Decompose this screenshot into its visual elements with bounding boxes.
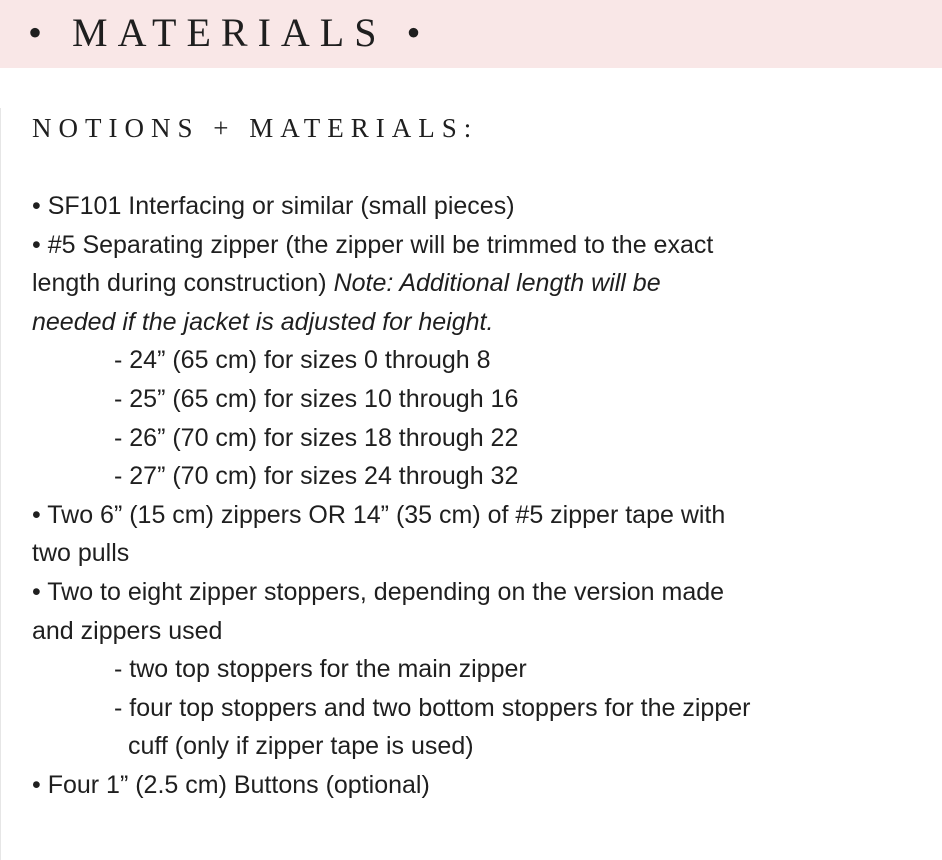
- sub-item-size-24: - 24” (65 cm) for sizes 0 through 8: [114, 346, 491, 375]
- sub-item-size-25: - 25” (65 cm) for sizes 10 through 16: [114, 384, 519, 413]
- sub-item-cuff-stoppers-cont: cuff (only if zipper tape is used): [128, 732, 474, 761]
- title-banner: [0, 0, 942, 68]
- page-title: • MATERIALS •: [28, 10, 431, 55]
- list-item-small-zippers-cont: two pulls: [32, 539, 130, 568]
- sub-item-main-stoppers: - two top stoppers for the main zipper: [114, 655, 527, 684]
- sub-item-size-27: - 27” (70 cm) for sizes 24 through 32: [114, 462, 519, 491]
- list-item-interfacing: • SF101 Interfacing or similar (small pieces): [32, 192, 515, 220]
- sub-item-cuff-stoppers: - four top stoppers and two bottom stoppers for the zipper: [114, 693, 751, 722]
- materials-list: [32, 187, 912, 805]
- list-item-stoppers: • Two to eight zipper stoppers, depending on the version made: [32, 577, 725, 606]
- list-item-small-zippers: • Two 6” (15 cm) zippers OR 14” (35 cm) of #5 zipper tape with: [32, 500, 726, 529]
- section-heading: NOTIONS + MATERIALS:: [32, 113, 479, 143]
- sub-item-size-26: - 26” (70 cm) for sizes 18 through 22: [114, 423, 519, 452]
- zipper-note: Note: Additional length will be: [333, 269, 661, 298]
- list-item-separating-zipper-cont: [32, 264, 912, 303]
- zipper-length-text: length during construction): [32, 269, 334, 298]
- list-item-buttons: • Four 1” (2.5 cm) Buttons (optional): [32, 770, 430, 799]
- left-border: [0, 108, 1, 860]
- zipper-note-cont: needed if the jacket is adjusted for height.: [32, 307, 494, 336]
- list-item-separating-zipper: • #5 Separating zipper (the zipper will be trimmed to the exact: [32, 230, 714, 259]
- list-item-stoppers-cont: and zippers used: [32, 616, 223, 645]
